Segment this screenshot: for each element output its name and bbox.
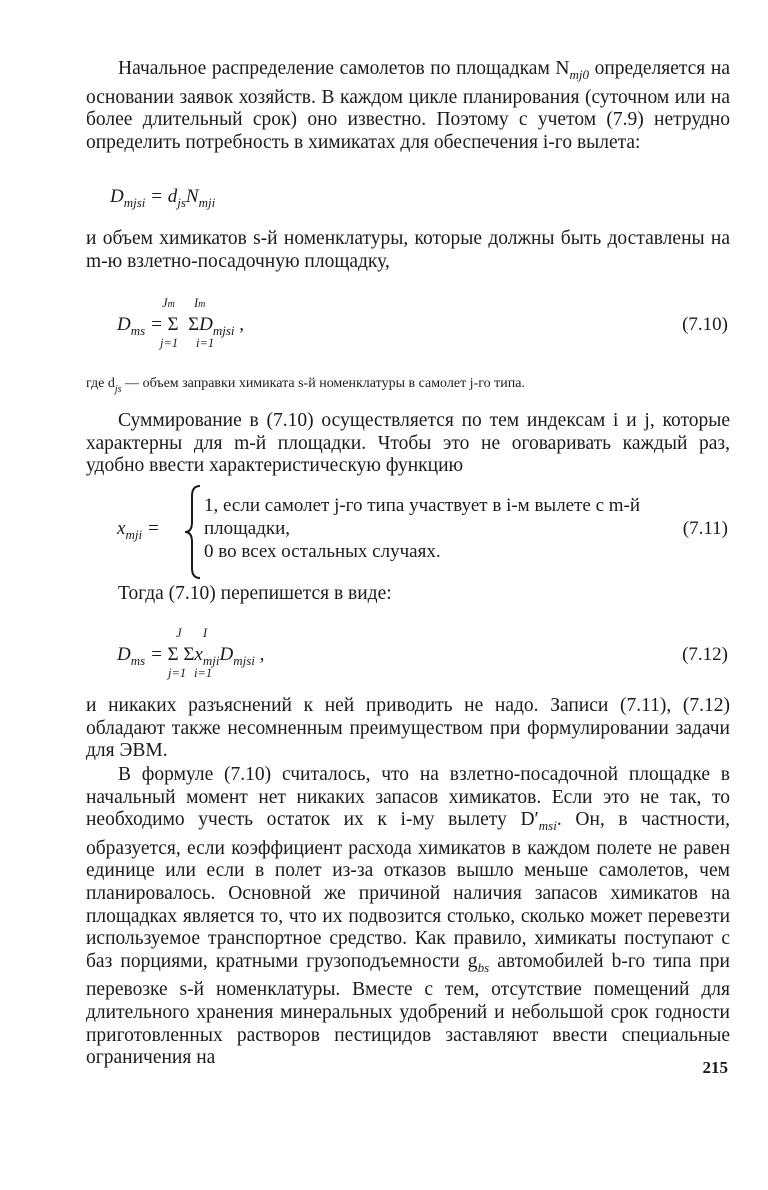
paragraph-1: Начальное распределение самолетов по площадкам $N_{mj0}$ определяется на основании заявок хозяйств. В каждом цикле планирования (суточном или на более длительный срок) оно известно. Поэтому с учетом (7.9) нетрудно определить потребность в химикатах для обеспечения i-го вылета: — [86, 58, 730, 153]
footnote: где $d_{js}$ — объем заправки химиката s-й номенклатуры в самолет j-го типа. — [86, 376, 525, 395]
formula-1: $D_{mjsi} = d_{js}N_{mji}$ — [110, 186, 216, 210]
document-page: Начальное распределение самолетов по площадкам $N_{mj0}$ определяется на основании заявок хозяйств. В каждом цикле планирования (суточном или на более длительный срок) оно известно. Поэтому с учетом (7.9) нетрудно определить потребность в химикатах для обеспечения i-го вылета: $D_{mjsi} = d_{js}N_{mji}$ и объем химикатов s-й номенклатуры, которые должны быть доставлены на m-ю взлетно-посадочную площадку, Jm Im $D_{ms} = \Sigma$ $\Sigma D_{mjsi}$ , j=1 i=1 (7.10) где $d_{js}$ — объем заправки химиката s-й номенклатуры в самолет j-го типа. Суммирование в (7.10) осуществляется по тем индексам i и j, которые характерны для m-й площадки. Чтобы это не оговаривать каждый раз, удобно ввести характеристическую функцию $x_{mji}$ = 1, если самолет j-го типа участвует в i-м вылете с m-й площадки, 0 во всех остальных случаях. (7.11) Тогда (7.10) перепишется в виде: J I $D_{ms} = \Sigma$ $\Sigma x_{mji}D_{mjsi}$ , j=1 i=1 (7.12) и никаких разъяснений к ней приводить не надо. Записи (7.11), (7.12) обладают также несомненным преимуществом при формулировании задачи для ЭВМ. В формуле (7.10) считалось, что на взлетно-посадочной площадке в начальный момент нет никаких запасов химикатов. Если это не так, то необходимо учесть остаток их к i-му вылету $D'_{msi}$. Он, в частности, образуется, если коэффициент расхода химикатов в каждом полете не равен единице или если в полет из-за отказов вышло меньше самолетов, чем планировалось. Основной же причиной наличия запасов химикатов на площадках является то, что их подвозится столько, сколько может перевезти используемое транспортное средство. Как правило, химикаты поступают с баз порциями, кратными грузоподъемности $g_{bs}$ автомобилей b-го типа при перевозке s-й номенклатуры. Вместе с тем, отсутствие помещений для длительного хранения минеральных удобрений и небольшой срок годности приготовленных растворов пестицидов заставляют ввести специальные ограничения на 215 — [86, 58, 730, 1077]
equation-number-7-12: (7.12) — [682, 644, 728, 665]
paragraph-6: В формуле (7.10) считалось, что на взлетно-посадочной площадке в начальный момент нет никаких запасов химикатов. Если это не так, то необходимо учесть остаток их к i-му вылету $D'_{msi}$. Он, в частности, образуется, если коэффициент расхода химикатов в каждом полете не равен единице или если в полет из-за отказов вышло меньше самолетов, чем планировалось. Основной же причиной наличия запасов химикатов на площадках является то, что их подвозится столько, сколько может перевезти используемое транспортное средство. Как правило, химикаты поступают с баз порциями, кратными грузоподъемности $g_{bs}$ автомобилей b-го типа при перевозке s-й номенклатуры. Вместе с тем, отсутствие помещений для длительного хранения минеральных удобрений и небольшой срок годности приготовленных растворов пестицидов заставляют ввести специальные ограничения на — [86, 764, 730, 1069]
equation-number-7-11: (7.11) — [682, 518, 728, 539]
paragraph-3: Суммирование в (7.10) осуществляется по тем индексам i и j, которые характерны для m-й площадки. Чтобы это не оговаривать каждый раз, удобно ввести характеристическую функцию — [86, 410, 730, 477]
equation-number-7-10: (7.10) — [682, 314, 728, 335]
paragraph-4: Тогда (7.10) перепишется в виде: — [118, 583, 392, 604]
paragraph-5: и никаких разъяснений к ней приводить не надо. Записи (7.11), (7.12) обладают также несомненным преимуществом при формулировании задачи для ЭВМ. — [86, 695, 730, 762]
curly-brace-icon — [182, 484, 204, 580]
page-number: 215 — [702, 1058, 728, 1077]
paragraph-2: и объем химикатов s-й номенклатуры, которые должны быть доставлены на m-ю взлетно-посадочную площадку, — [86, 228, 730, 272]
